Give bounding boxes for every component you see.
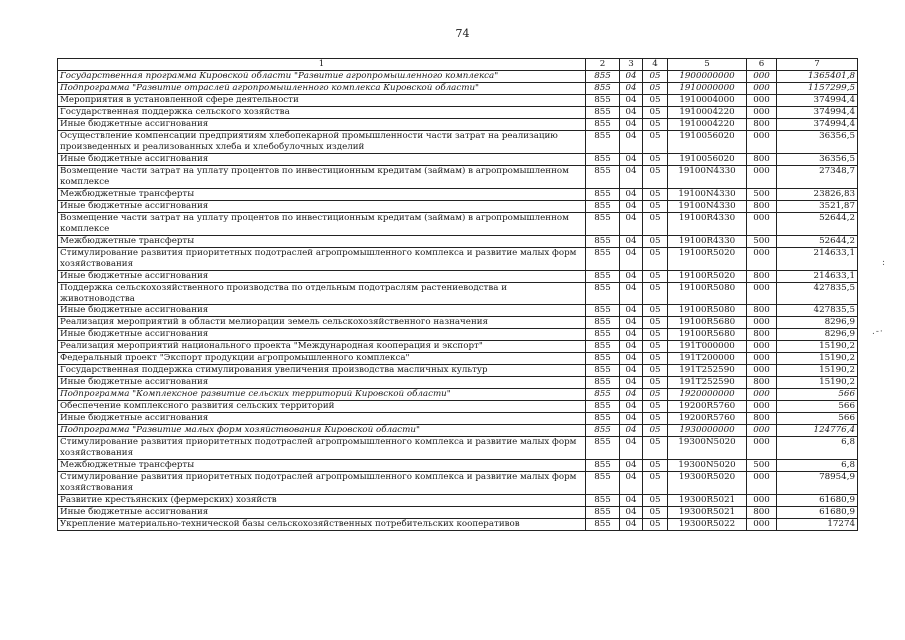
row-section-cell: 04 [620, 213, 643, 236]
row-amount-cell: 15190,2 [777, 377, 858, 389]
row-section-cell: 04 [620, 495, 643, 507]
row-expense-type-cell: 000 [747, 131, 777, 154]
row-subsection-cell: 05 [643, 131, 668, 154]
row-expense-type-cell: 000 [747, 213, 777, 236]
table-row [58, 305, 858, 317]
row-name-cell: Иные бюджетные ассигнования [58, 377, 586, 389]
row-subsection-cell: 05 [643, 460, 668, 472]
row-expense-type-cell: 000 [747, 425, 777, 437]
row-expense-type-cell: 000 [747, 401, 777, 413]
row-section-cell: 04 [620, 95, 643, 107]
row-subsection-cell: 05 [643, 248, 668, 271]
row-section-cell: 04 [620, 189, 643, 201]
table-row [58, 401, 858, 413]
row-target-article-cell: 19100R5020 [668, 271, 747, 283]
row-ministry-code-cell: 855 [586, 248, 620, 271]
scan-artifact: .-· [872, 327, 884, 337]
row-ministry-code-cell: 855 [586, 95, 620, 107]
row-target-article-cell: 19100R5080 [668, 305, 747, 317]
row-amount-cell: 566 [777, 401, 858, 413]
table-row [58, 107, 858, 119]
row-name-cell: Иные бюджетные ассигнования [58, 507, 586, 519]
row-subsection-cell: 05 [643, 389, 668, 401]
row-ministry-code-cell: 855 [586, 495, 620, 507]
row-section-cell: 04 [620, 353, 643, 365]
row-amount-cell: 427835,5 [777, 305, 858, 317]
row-amount-cell: 1157299,5 [777, 83, 858, 95]
row-target-article-cell: 1910004220 [668, 107, 747, 119]
table-row [58, 283, 858, 305]
row-amount-cell: 374994,4 [777, 107, 858, 119]
row-target-article-cell: 1910000000 [668, 83, 747, 95]
row-expense-type-cell: 500 [747, 189, 777, 201]
header-cell-6: 6 [747, 59, 777, 71]
table-row [58, 213, 858, 236]
row-amount-cell: 23826,83 [777, 189, 858, 201]
row-name-cell: Федеральный проект "Экспорт продукции агропромышленного комплекса" [58, 353, 586, 365]
row-ministry-code-cell: 855 [586, 131, 620, 154]
row-subsection-cell: 05 [643, 107, 668, 119]
row-expense-type-cell: 000 [747, 248, 777, 271]
row-name-cell: Иные бюджетные ассигнования [58, 329, 586, 341]
row-target-article-cell: 19100R4330 [668, 213, 747, 236]
row-subsection-cell: 05 [643, 495, 668, 507]
row-amount-cell: 52644,2 [777, 236, 858, 248]
row-name-cell: Стимулирование развития приоритетных подотраслей агропромышленного комплекса и развитие малых форм хозяйствования [58, 437, 586, 460]
row-target-article-cell: 19200R5760 [668, 413, 747, 425]
row-expense-type-cell: 800 [747, 271, 777, 283]
row-section-cell: 04 [620, 413, 643, 425]
row-amount-cell: 124776,4 [777, 425, 858, 437]
row-target-article-cell: 191T252590 [668, 365, 747, 377]
row-target-article-cell: 19100N4330 [668, 166, 747, 189]
row-name-cell: Осуществление компенсации предприятиям хлебопекарной промышленности части затрат на реализацию произведенных и реализованных хлеба и хлебобулочных изделий [58, 131, 586, 154]
row-target-article-cell: 1910004000 [668, 95, 747, 107]
budget-table [57, 58, 858, 531]
row-ministry-code-cell: 855 [586, 389, 620, 401]
table-row [58, 437, 858, 460]
row-ministry-code-cell: 855 [586, 107, 620, 119]
row-expense-type-cell: 000 [747, 353, 777, 365]
table-row [58, 166, 858, 189]
row-amount-cell: 374994,4 [777, 119, 858, 131]
table-row [58, 495, 858, 507]
row-ministry-code-cell: 855 [586, 377, 620, 389]
row-amount-cell: 214633,1 [777, 248, 858, 271]
row-amount-cell: 78954,9 [777, 472, 858, 495]
row-name-cell: Государственная программа Кировской области "Развитие агропромышленного комплекса" [58, 71, 586, 83]
row-amount-cell: 6,8 [777, 460, 858, 472]
table-row [58, 83, 858, 95]
row-target-article-cell: 19300R5021 [668, 495, 747, 507]
scan-artifact: : [882, 258, 887, 268]
row-expense-type-cell: 800 [747, 201, 777, 213]
row-expense-type-cell: 000 [747, 107, 777, 119]
row-ministry-code-cell: 855 [586, 353, 620, 365]
row-section-cell: 04 [620, 305, 643, 317]
row-ministry-code-cell: 855 [586, 329, 620, 341]
row-amount-cell: 374994,4 [777, 95, 858, 107]
row-name-cell: Межбюджетные трансферты [58, 189, 586, 201]
table-row [58, 413, 858, 425]
row-name-cell: Развитие крестьянских (фермерских) хозяйств [58, 495, 586, 507]
row-expense-type-cell: 000 [747, 283, 777, 305]
row-section-cell: 04 [620, 71, 643, 83]
row-target-article-cell: 19300N5020 [668, 437, 747, 460]
row-amount-cell: 15190,2 [777, 341, 858, 353]
row-subsection-cell: 05 [643, 166, 668, 189]
row-amount-cell: 566 [777, 389, 858, 401]
row-ministry-code-cell: 855 [586, 166, 620, 189]
row-amount-cell: 61680,9 [777, 495, 858, 507]
row-ministry-code-cell: 855 [586, 341, 620, 353]
table-row [58, 460, 858, 472]
row-ministry-code-cell: 855 [586, 71, 620, 83]
row-section-cell: 04 [620, 236, 643, 248]
row-subsection-cell: 05 [643, 119, 668, 131]
row-target-article-cell: 1930000000 [668, 425, 747, 437]
table-row [58, 519, 858, 531]
row-name-cell: Поддержка сельскохозяйственного производства по отдельным подотраслям растениеводства и животноводства [58, 283, 586, 305]
row-name-cell: Укрепление материально-технической базы сельскохозяйственных потребительских кооперативов [58, 519, 586, 531]
row-name-cell: Иные бюджетные ассигнования [58, 201, 586, 213]
row-target-article-cell: 19100R5080 [668, 283, 747, 305]
row-section-cell: 04 [620, 107, 643, 119]
row-subsection-cell: 05 [643, 365, 668, 377]
row-ministry-code-cell: 855 [586, 236, 620, 248]
row-section-cell: 04 [620, 401, 643, 413]
row-section-cell: 04 [620, 472, 643, 495]
row-ministry-code-cell: 855 [586, 189, 620, 201]
row-amount-cell: 427835,5 [777, 283, 858, 305]
row-name-cell: Межбюджетные трансферты [58, 236, 586, 248]
row-ministry-code-cell: 855 [586, 519, 620, 531]
row-section-cell: 04 [620, 131, 643, 154]
row-target-article-cell: 19300R5022 [668, 519, 747, 531]
row-ministry-code-cell: 855 [586, 283, 620, 305]
row-section-cell: 04 [620, 460, 643, 472]
row-section-cell: 04 [620, 248, 643, 271]
row-expense-type-cell: 800 [747, 154, 777, 166]
table-row [58, 271, 858, 283]
row-expense-type-cell: 000 [747, 472, 777, 495]
row-name-cell: Возмещение части затрат на уплату процентов по инвестиционным кредитам (займам) в агропромышленном комплексе [58, 166, 586, 189]
row-ministry-code-cell: 855 [586, 201, 620, 213]
row-subsection-cell: 05 [643, 507, 668, 519]
row-expense-type-cell: 800 [747, 119, 777, 131]
row-expense-type-cell: 000 [747, 317, 777, 329]
row-ministry-code-cell: 855 [586, 213, 620, 236]
row-name-cell: Иные бюджетные ассигнования [58, 413, 586, 425]
row-subsection-cell: 05 [643, 305, 668, 317]
row-target-article-cell: 1910056020 [668, 154, 747, 166]
row-name-cell: Мероприятия в установленной сфере деятельности [58, 95, 586, 107]
header-cell-7: 7 [777, 59, 858, 71]
row-section-cell: 04 [620, 201, 643, 213]
row-ministry-code-cell: 855 [586, 83, 620, 95]
row-expense-type-cell: 500 [747, 236, 777, 248]
table-row [58, 365, 858, 377]
row-subsection-cell: 05 [643, 413, 668, 425]
row-name-cell: Межбюджетные трансферты [58, 460, 586, 472]
row-section-cell: 04 [620, 154, 643, 166]
row-name-cell: Иные бюджетные ассигнования [58, 119, 586, 131]
row-ministry-code-cell: 855 [586, 365, 620, 377]
row-expense-type-cell: 000 [747, 389, 777, 401]
header-cell-5: 5 [668, 59, 747, 71]
row-expense-type-cell: 800 [747, 413, 777, 425]
row-subsection-cell: 05 [643, 236, 668, 248]
table-row [58, 119, 858, 131]
row-section-cell: 04 [620, 389, 643, 401]
row-expense-type-cell: 000 [747, 341, 777, 353]
table-row [58, 71, 858, 83]
row-amount-cell: 214633,1 [777, 271, 858, 283]
row-ministry-code-cell: 855 [586, 317, 620, 329]
row-name-cell: Подпрограмма "Комплексное развитие сельских территорий Кировской области" [58, 389, 586, 401]
row-subsection-cell: 05 [643, 154, 668, 166]
row-expense-type-cell: 000 [747, 95, 777, 107]
row-amount-cell: 36356,5 [777, 154, 858, 166]
row-name-cell: Реализация мероприятий в области мелиорации земель сельскохозяйственного назначения [58, 317, 586, 329]
row-expense-type-cell: 800 [747, 329, 777, 341]
row-target-article-cell: 1920000000 [668, 389, 747, 401]
row-target-article-cell: 19100R4330 [668, 236, 747, 248]
row-subsection-cell: 05 [643, 425, 668, 437]
row-section-cell: 04 [620, 329, 643, 341]
row-subsection-cell: 05 [643, 437, 668, 460]
row-subsection-cell: 05 [643, 189, 668, 201]
row-ministry-code-cell: 855 [586, 154, 620, 166]
row-subsection-cell: 05 [643, 353, 668, 365]
row-expense-type-cell: 800 [747, 305, 777, 317]
row-subsection-cell: 05 [643, 213, 668, 236]
table-header-row [58, 59, 858, 71]
row-name-cell: Иные бюджетные ассигнования [58, 154, 586, 166]
row-amount-cell: 8296,9 [777, 317, 858, 329]
table-row [58, 353, 858, 365]
table-row [58, 377, 858, 389]
row-amount-cell: 36356,5 [777, 131, 858, 154]
table-row [58, 236, 858, 248]
row-target-article-cell: 191T000000 [668, 341, 747, 353]
row-amount-cell: 8296,9 [777, 329, 858, 341]
row-target-article-cell: 19200R5760 [668, 401, 747, 413]
row-section-cell: 04 [620, 119, 643, 131]
row-ministry-code-cell: 855 [586, 401, 620, 413]
row-subsection-cell: 05 [643, 401, 668, 413]
table-row [58, 248, 858, 271]
row-ministry-code-cell: 855 [586, 413, 620, 425]
row-expense-type-cell: 800 [747, 507, 777, 519]
row-subsection-cell: 05 [643, 377, 668, 389]
table-row [58, 201, 858, 213]
row-target-article-cell: 1900000000 [668, 71, 747, 83]
table-row [58, 329, 858, 341]
row-target-article-cell: 19100R5680 [668, 329, 747, 341]
row-name-cell: Обеспечение комплексного развития сельских территорий [58, 401, 586, 413]
row-name-cell: Реализация мероприятий национального проекта "Международная кооперация и экспорт" [58, 341, 586, 353]
row-section-cell: 04 [620, 317, 643, 329]
row-amount-cell: 6,8 [777, 437, 858, 460]
row-section-cell: 04 [620, 166, 643, 189]
row-section-cell: 04 [620, 507, 643, 519]
row-section-cell: 04 [620, 365, 643, 377]
row-target-article-cell: 191T252590 [668, 377, 747, 389]
table-row [58, 154, 858, 166]
row-target-article-cell: 19300R5020 [668, 472, 747, 495]
row-subsection-cell: 05 [643, 283, 668, 305]
row-expense-type-cell: 000 [747, 519, 777, 531]
row-target-article-cell: 19100R5680 [668, 317, 747, 329]
row-expense-type-cell: 000 [747, 83, 777, 95]
row-section-cell: 04 [620, 83, 643, 95]
row-section-cell: 04 [620, 283, 643, 305]
row-name-cell: Возмещение части затрат на уплату процентов по инвестиционным кредитам (займам) в агропромышленном комплексе [58, 213, 586, 236]
table-row [58, 189, 858, 201]
row-expense-type-cell: 000 [747, 365, 777, 377]
table-row [58, 389, 858, 401]
row-target-article-cell: 19300R5021 [668, 507, 747, 519]
row-amount-cell: 566 [777, 413, 858, 425]
row-expense-type-cell: 000 [747, 71, 777, 83]
row-target-article-cell: 1910004220 [668, 119, 747, 131]
row-amount-cell: 61680,9 [777, 507, 858, 519]
row-name-cell: Государственная поддержка сельского хозяйства [58, 107, 586, 119]
row-name-cell: Иные бюджетные ассигнования [58, 305, 586, 317]
table-row [58, 425, 858, 437]
row-target-article-cell: 19100N4330 [668, 201, 747, 213]
table-row [58, 472, 858, 495]
row-expense-type-cell: 000 [747, 437, 777, 460]
row-ministry-code-cell: 855 [586, 437, 620, 460]
row-expense-type-cell: 000 [747, 166, 777, 189]
row-section-cell: 04 [620, 437, 643, 460]
row-amount-cell: 3521,87 [777, 201, 858, 213]
header-cell-3: 3 [620, 59, 643, 71]
row-ministry-code-cell: 855 [586, 507, 620, 519]
row-subsection-cell: 05 [643, 71, 668, 83]
row-subsection-cell: 05 [643, 341, 668, 353]
row-section-cell: 04 [620, 341, 643, 353]
row-amount-cell: 15190,2 [777, 365, 858, 377]
row-subsection-cell: 05 [643, 271, 668, 283]
row-subsection-cell: 05 [643, 472, 668, 495]
row-ministry-code-cell: 855 [586, 460, 620, 472]
row-target-article-cell: 1910056020 [668, 131, 747, 154]
row-name-cell: Подпрограмма "Развитие отраслей агропромышленного комплекса Кировской области" [58, 83, 586, 95]
row-section-cell: 04 [620, 377, 643, 389]
row-name-cell: Государственная поддержка стимулирования увеличения производства масличных культур [58, 365, 586, 377]
row-ministry-code-cell: 855 [586, 472, 620, 495]
row-expense-type-cell: 800 [747, 377, 777, 389]
header-cell-4: 4 [643, 59, 668, 71]
page-number: 74 [455, 27, 470, 40]
row-name-cell: Стимулирование развития приоритетных подотраслей агропромышленного комплекса и развитие малых форм хозяйствования [58, 248, 586, 271]
header-cell-2: 2 [586, 59, 620, 71]
row-expense-type-cell: 000 [747, 495, 777, 507]
table-row [58, 131, 858, 154]
row-name-cell: Стимулирование развития приоритетных подотраслей агропромышленного комплекса и развитие малых форм хозяйствования [58, 472, 586, 495]
row-ministry-code-cell: 855 [586, 119, 620, 131]
row-amount-cell: 52644,2 [777, 213, 858, 236]
row-ministry-code-cell: 855 [586, 271, 620, 283]
row-target-article-cell: 191T200000 [668, 353, 747, 365]
row-section-cell: 04 [620, 425, 643, 437]
row-name-cell: Иные бюджетные ассигнования [58, 271, 586, 283]
row-expense-type-cell: 500 [747, 460, 777, 472]
row-subsection-cell: 05 [643, 317, 668, 329]
table-row [58, 317, 858, 329]
row-subsection-cell: 05 [643, 95, 668, 107]
row-section-cell: 04 [620, 271, 643, 283]
table-row [58, 341, 858, 353]
row-name-cell: Подпрограмма "Развитие малых форм хозяйствования Кировской области" [58, 425, 586, 437]
row-amount-cell: 15190,2 [777, 353, 858, 365]
row-amount-cell: 1365401,8 [777, 71, 858, 83]
row-subsection-cell: 05 [643, 329, 668, 341]
row-subsection-cell: 05 [643, 83, 668, 95]
row-ministry-code-cell: 855 [586, 305, 620, 317]
row-amount-cell: 27348,7 [777, 166, 858, 189]
row-subsection-cell: 05 [643, 201, 668, 213]
row-target-article-cell: 19300N5020 [668, 460, 747, 472]
row-amount-cell: 17274 [777, 519, 858, 531]
table-row [58, 507, 858, 519]
row-ministry-code-cell: 855 [586, 425, 620, 437]
row-target-article-cell: 19100R5020 [668, 248, 747, 271]
table-row [58, 95, 858, 107]
row-section-cell: 04 [620, 519, 643, 531]
header-cell-1: 1 [58, 59, 586, 71]
row-subsection-cell: 05 [643, 519, 668, 531]
row-target-article-cell: 19100N4330 [668, 189, 747, 201]
